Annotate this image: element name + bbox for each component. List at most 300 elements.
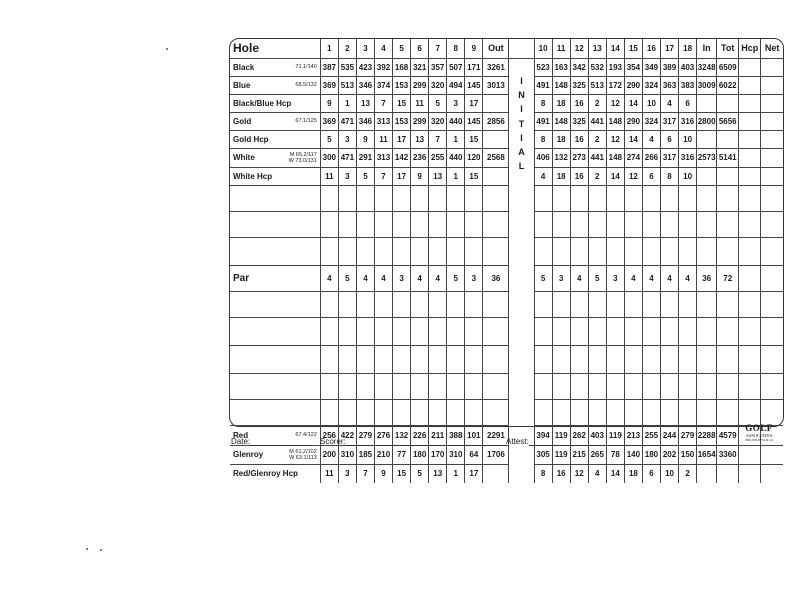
hcp-cell[interactable] — [739, 148, 761, 167]
hole-cell[interactable] — [447, 399, 465, 425]
hole-cell[interactable] — [624, 317, 642, 345]
player-score-row[interactable] — [230, 185, 783, 211]
initials-column[interactable] — [509, 58, 534, 185]
in-cell[interactable] — [697, 345, 717, 373]
hole-cell[interactable] — [588, 345, 606, 373]
date-line[interactable] — [250, 437, 310, 446]
net-cell[interactable] — [761, 76, 783, 94]
hole-cell[interactable] — [465, 237, 483, 265]
initials-cell[interactable] — [509, 317, 534, 345]
hole-cell: 236 — [411, 148, 429, 167]
hole-cell: 148 — [552, 76, 570, 94]
out-cell[interactable] — [483, 237, 509, 265]
hole-cell[interactable] — [624, 291, 642, 317]
net-cell[interactable] — [761, 185, 783, 211]
hole-cell: 3 — [465, 265, 483, 291]
net-cell[interactable] — [761, 112, 783, 130]
hole-cell[interactable] — [429, 345, 447, 373]
hole-cell[interactable] — [447, 291, 465, 317]
hole-cell[interactable] — [429, 237, 447, 265]
hcp-cell[interactable] — [739, 345, 761, 373]
hole-cell[interactable] — [552, 211, 570, 237]
hole-cell: 317 — [660, 112, 678, 130]
hole-number: 2 — [338, 39, 356, 58]
hole-cell[interactable] — [660, 291, 678, 317]
hole-cell: 1 — [447, 167, 465, 185]
hole-cell: 279 — [356, 425, 374, 445]
in-cell: 2573 — [697, 148, 717, 167]
hole-cell: 12 — [606, 130, 624, 148]
hole-cell[interactable] — [570, 185, 588, 211]
hole-cell[interactable] — [588, 211, 606, 237]
hole-number: 10 — [534, 39, 552, 58]
player-name-cell[interactable] — [230, 237, 320, 265]
player-score-row[interactable] — [230, 291, 783, 317]
attest-line[interactable] — [529, 437, 735, 446]
out-header: Out — [483, 39, 509, 58]
out-cell[interactable] — [483, 373, 509, 399]
hole-cell[interactable] — [393, 345, 411, 373]
out-cell[interactable] — [483, 399, 509, 425]
hole-cell[interactable] — [356, 211, 374, 237]
hole-cell[interactable] — [338, 399, 356, 425]
attest-label: Attest: — [506, 437, 529, 446]
net-cell[interactable] — [761, 317, 783, 345]
hole-cell[interactable] — [570, 237, 588, 265]
hole-cell[interactable] — [642, 399, 660, 425]
scorer-label: Scorer: — [320, 437, 346, 446]
hole-cell[interactable] — [552, 237, 570, 265]
hole-cell: 403 — [588, 425, 606, 445]
hole-cell: 18 — [552, 167, 570, 185]
hole-cell: 389 — [660, 58, 678, 76]
hole-cell: 324 — [642, 112, 660, 130]
hcp-cell[interactable] — [739, 399, 761, 425]
hcp-cell[interactable] — [739, 58, 761, 76]
hole-cell[interactable] — [606, 317, 624, 345]
tot-cell[interactable] — [717, 211, 739, 237]
hole-cell[interactable] — [606, 345, 624, 373]
hole-cell[interactable] — [393, 185, 411, 211]
hole-cell[interactable] — [429, 185, 447, 211]
hole-cell[interactable] — [624, 399, 642, 425]
player-name-cell[interactable] — [230, 317, 320, 345]
hole-cell[interactable] — [642, 345, 660, 373]
hole-number: 5 — [393, 39, 411, 58]
hole-cell[interactable] — [606, 237, 624, 265]
hole-cell[interactable] — [534, 345, 552, 373]
hole-cell[interactable] — [588, 399, 606, 425]
hole-cell[interactable] — [660, 373, 678, 399]
hole-cell[interactable] — [552, 399, 570, 425]
hole-cell[interactable] — [660, 185, 678, 211]
hole-cell[interactable] — [411, 345, 429, 373]
out-cell[interactable] — [483, 185, 509, 211]
hole-cell[interactable] — [320, 317, 338, 345]
hole-cell: 5 — [447, 265, 465, 291]
hole-cell[interactable] — [679, 317, 697, 345]
hole-cell[interactable] — [679, 345, 697, 373]
hole-cell[interactable] — [338, 211, 356, 237]
hole-cell: 145 — [465, 112, 483, 130]
hole-cell[interactable] — [375, 317, 393, 345]
hole-cell: 387 — [320, 58, 338, 76]
hole-cell: 513 — [338, 76, 356, 94]
hole-cell: 357 — [429, 58, 447, 76]
hole-cell[interactable] — [606, 291, 624, 317]
hole-cell[interactable] — [375, 373, 393, 399]
hole-cell[interactable] — [660, 399, 678, 425]
hole-cell: 265 — [588, 445, 606, 464]
hole-number: 7 — [429, 39, 447, 58]
hole-cell[interactable] — [534, 291, 552, 317]
hole-cell[interactable] — [660, 237, 678, 265]
hole-cell[interactable] — [447, 345, 465, 373]
player-score-row[interactable] — [230, 237, 783, 265]
hole-cell[interactable] — [429, 291, 447, 317]
net-cell[interactable] — [761, 94, 783, 112]
tot-cell: 5656 — [717, 112, 739, 130]
initials-cell[interactable] — [509, 237, 534, 265]
hole-cell[interactable] — [411, 317, 429, 345]
hole-cell: 5 — [588, 265, 606, 291]
tot-cell: 3360 — [717, 445, 739, 464]
hole-cell[interactable] — [606, 185, 624, 211]
initials-cell[interactable] — [509, 464, 534, 483]
hole-cell[interactable] — [320, 237, 338, 265]
hole-cell[interactable] — [570, 399, 588, 425]
initials-cell[interactable] — [509, 265, 534, 291]
row-label-cell — [230, 167, 320, 185]
hole-cell[interactable] — [447, 211, 465, 237]
hole-cell[interactable] — [679, 185, 697, 211]
tot-cell[interactable] — [717, 317, 739, 345]
hole-cell[interactable] — [624, 211, 642, 237]
hole-cell[interactable] — [356, 237, 374, 265]
hole-cell[interactable] — [588, 373, 606, 399]
hole-cell[interactable] — [447, 237, 465, 265]
hole-cell[interactable] — [393, 211, 411, 237]
initials-cell[interactable] — [509, 185, 534, 211]
hole-cell[interactable] — [552, 373, 570, 399]
hole-cell[interactable] — [552, 185, 570, 211]
tot-cell[interactable] — [717, 399, 739, 425]
out-cell[interactable] — [483, 291, 509, 317]
hole-cell: 1 — [338, 94, 356, 112]
hole-cell[interactable] — [320, 345, 338, 373]
hole-cell[interactable] — [570, 317, 588, 345]
hole-cell[interactable] — [375, 399, 393, 425]
hole-cell[interactable] — [393, 373, 411, 399]
hole-cell: 4 — [624, 265, 642, 291]
hole-cell[interactable] — [679, 373, 697, 399]
hole-cell[interactable] — [534, 211, 552, 237]
hole-cell[interactable] — [411, 237, 429, 265]
hole-cell: 4 — [642, 265, 660, 291]
hole-cell[interactable] — [534, 373, 552, 399]
hole-cell[interactable] — [411, 373, 429, 399]
initials-cell[interactable] — [509, 373, 534, 399]
hcp-cell[interactable] — [739, 112, 761, 130]
hole-cell[interactable] — [393, 237, 411, 265]
hole-cell[interactable] — [642, 185, 660, 211]
hcp-cell[interactable] — [739, 185, 761, 211]
in-cell[interactable] — [697, 291, 717, 317]
initials-cell[interactable] — [509, 291, 534, 317]
hole-cell[interactable] — [642, 317, 660, 345]
hole-cell[interactable] — [338, 345, 356, 373]
hole-cell[interactable] — [411, 185, 429, 211]
hole-cell: 363 — [660, 76, 678, 94]
hole-cell[interactable] — [356, 373, 374, 399]
hole-cell[interactable] — [624, 373, 642, 399]
out-cell — [483, 167, 509, 185]
hcp-cell[interactable] — [739, 464, 761, 483]
in-cell[interactable] — [697, 237, 717, 265]
hole-cell[interactable] — [606, 399, 624, 425]
hole-cell[interactable] — [624, 237, 642, 265]
in-cell: 3248 — [697, 58, 717, 76]
net-cell[interactable] — [761, 58, 783, 76]
in-cell — [697, 94, 717, 112]
hole-cell[interactable] — [642, 211, 660, 237]
net-cell[interactable] — [761, 237, 783, 265]
hole-cell[interactable] — [679, 399, 697, 425]
hole-cell[interactable] — [320, 291, 338, 317]
hole-cell: 313 — [375, 112, 393, 130]
initials-cell[interactable] — [509, 399, 534, 425]
in-cell[interactable] — [697, 373, 717, 399]
hcp-cell[interactable] — [739, 265, 761, 291]
tot-cell[interactable] — [717, 373, 739, 399]
initial-letter: I — [520, 76, 523, 87]
hole-cell[interactable] — [606, 211, 624, 237]
net-cell[interactable] — [761, 464, 783, 483]
hole-cell: 9 — [375, 464, 393, 483]
hole-cell: 119 — [552, 445, 570, 464]
hole-cell[interactable] — [356, 345, 374, 373]
hcp-cell[interactable] — [739, 167, 761, 185]
out-cell — [483, 94, 509, 112]
in-cell[interactable] — [697, 399, 717, 425]
hole-cell[interactable] — [320, 185, 338, 211]
hcp-cell[interactable] — [739, 373, 761, 399]
hole-cell: 202 — [660, 445, 678, 464]
hole-cell: 140 — [624, 445, 642, 464]
hole-cell: 349 — [642, 58, 660, 76]
hole-cell[interactable] — [534, 185, 552, 211]
hole-cell: 2 — [588, 167, 606, 185]
player-score-row[interactable] — [230, 399, 783, 425]
hole-cell[interactable] — [465, 211, 483, 237]
hole-cell[interactable] — [588, 185, 606, 211]
hole-cell[interactable] — [338, 317, 356, 345]
hole-cell[interactable] — [356, 185, 374, 211]
in-cell[interactable] — [697, 211, 717, 237]
net-cell[interactable] — [761, 265, 783, 291]
hole-cell[interactable] — [429, 373, 447, 399]
player-score-row[interactable] — [230, 317, 783, 345]
in-cell[interactable] — [697, 185, 717, 211]
hole-cell[interactable] — [588, 237, 606, 265]
out-cell[interactable] — [483, 317, 509, 345]
hcp-cell[interactable] — [739, 445, 761, 464]
net-cell[interactable] — [761, 167, 783, 185]
net-cell[interactable] — [761, 373, 783, 399]
scorer-line[interactable] — [346, 437, 504, 446]
hole-cell[interactable] — [447, 185, 465, 211]
hole-cell[interactable] — [679, 211, 697, 237]
scan-speck — [86, 548, 88, 550]
hole-cell[interactable] — [338, 185, 356, 211]
player-name-cell[interactable] — [230, 345, 320, 373]
hole-cell[interactable] — [642, 237, 660, 265]
course-rating: 67.1/125 — [295, 118, 317, 124]
hole-cell[interactable] — [375, 211, 393, 237]
hole-cell[interactable] — [465, 185, 483, 211]
tot-cell: 5141 — [717, 148, 739, 167]
hole-cell[interactable] — [570, 345, 588, 373]
hole-cell[interactable] — [356, 399, 374, 425]
hole-cell[interactable] — [642, 373, 660, 399]
hole-cell[interactable] — [375, 345, 393, 373]
initials-cell[interactable] — [509, 345, 534, 373]
hole-cell[interactable] — [375, 185, 393, 211]
hole-cell[interactable] — [679, 237, 697, 265]
hole-cell[interactable] — [534, 317, 552, 345]
tot-cell[interactable] — [717, 185, 739, 211]
hole-cell: 3 — [447, 94, 465, 112]
hcp-cell[interactable] — [739, 237, 761, 265]
hole-cell[interactable] — [660, 211, 678, 237]
player-score-row[interactable] — [230, 211, 783, 237]
hole-cell: 5 — [338, 265, 356, 291]
hole-cell: 299 — [411, 112, 429, 130]
hole-cell: 310 — [447, 445, 465, 464]
hole-cell[interactable] — [447, 317, 465, 345]
initials-cell[interactable] — [509, 445, 534, 464]
hole-cell[interactable] — [534, 399, 552, 425]
player-name-cell[interactable] — [230, 185, 320, 211]
tot-cell: 6509 — [717, 58, 739, 76]
hole-cell: 6 — [642, 167, 660, 185]
initials-cell[interactable] — [509, 211, 534, 237]
logo-line-3: 800-458-8734 R/14 — [745, 438, 773, 442]
hcp-cell[interactable] — [739, 130, 761, 148]
hole-cell[interactable] — [465, 317, 483, 345]
hole-cell[interactable] — [320, 211, 338, 237]
hole-cell[interactable] — [320, 373, 338, 399]
scan-speck — [100, 549, 102, 551]
hole-cell[interactable] — [606, 373, 624, 399]
tot-cell[interactable] — [717, 291, 739, 317]
hole-cell[interactable] — [411, 291, 429, 317]
hole-cell[interactable] — [465, 399, 483, 425]
net-cell[interactable] — [761, 211, 783, 237]
hole-cell[interactable] — [375, 291, 393, 317]
hole-cell[interactable] — [642, 291, 660, 317]
hole-cell[interactable] — [552, 317, 570, 345]
hole-cell[interactable] — [465, 291, 483, 317]
player-name-cell[interactable] — [230, 291, 320, 317]
player-score-row[interactable] — [230, 345, 783, 373]
hole-cell[interactable] — [393, 291, 411, 317]
header-row — [230, 39, 783, 58]
hole-cell: 5 — [320, 130, 338, 148]
hole-cell[interactable] — [534, 237, 552, 265]
net-cell[interactable] — [761, 345, 783, 373]
hole-cell[interactable] — [338, 291, 356, 317]
hole-cell[interactable] — [588, 317, 606, 345]
hole-cell[interactable] — [320, 399, 338, 425]
hole-cell: 3 — [606, 265, 624, 291]
hole-cell[interactable] — [356, 317, 374, 345]
hole-cell: 180 — [642, 445, 660, 464]
hole-cell[interactable] — [679, 291, 697, 317]
net-cell[interactable] — [761, 445, 783, 464]
player-score-row[interactable] — [230, 373, 783, 399]
hole-cell[interactable] — [624, 185, 642, 211]
hole-cell[interactable] — [411, 211, 429, 237]
hole-cell[interactable] — [660, 345, 678, 373]
hcp-cell[interactable] — [739, 211, 761, 237]
hole-cell[interactable] — [552, 345, 570, 373]
player-name-cell[interactable] — [230, 399, 320, 425]
tot-cell[interactable] — [717, 345, 739, 373]
hole-cell: 320 — [429, 112, 447, 130]
hole-cell[interactable] — [660, 317, 678, 345]
hole-cell: 299 — [411, 76, 429, 94]
hcp-cell[interactable] — [739, 94, 761, 112]
hole-cell[interactable] — [465, 345, 483, 373]
hcp-cell[interactable] — [739, 291, 761, 317]
in-cell[interactable] — [697, 317, 717, 345]
hole-cell[interactable] — [393, 399, 411, 425]
hole-cell[interactable] — [447, 373, 465, 399]
hole-cell[interactable] — [552, 291, 570, 317]
hole-cell[interactable] — [338, 373, 356, 399]
hole-cell: 262 — [570, 425, 588, 445]
hole-cell: 2 — [679, 464, 697, 483]
hole-cell[interactable] — [624, 345, 642, 373]
out-cell[interactable] — [483, 211, 509, 237]
net-cell[interactable] — [761, 130, 783, 148]
hcp-cell[interactable] — [739, 317, 761, 345]
hole-cell[interactable] — [429, 211, 447, 237]
hcp-cell[interactable] — [739, 76, 761, 94]
hole-cell[interactable] — [570, 211, 588, 237]
net-cell[interactable] — [761, 291, 783, 317]
hole-cell[interactable] — [429, 399, 447, 425]
hole-cell[interactable] — [465, 373, 483, 399]
hole-cell: 4 — [588, 464, 606, 483]
hole-cell[interactable] — [588, 291, 606, 317]
hole-cell[interactable] — [375, 237, 393, 265]
player-name-cell[interactable] — [230, 373, 320, 399]
tot-cell[interactable] — [717, 237, 739, 265]
player-name-cell[interactable] — [230, 211, 320, 237]
hole-cell[interactable] — [338, 237, 356, 265]
net-cell[interactable] — [761, 399, 783, 425]
hole-cell[interactable] — [429, 317, 447, 345]
hole-cell[interactable] — [356, 291, 374, 317]
net-cell[interactable] — [761, 148, 783, 167]
out-cell[interactable] — [483, 345, 509, 373]
hole-cell[interactable] — [393, 317, 411, 345]
hole-cell[interactable] — [570, 291, 588, 317]
hole-cell[interactable] — [411, 399, 429, 425]
hole-cell[interactable] — [570, 373, 588, 399]
